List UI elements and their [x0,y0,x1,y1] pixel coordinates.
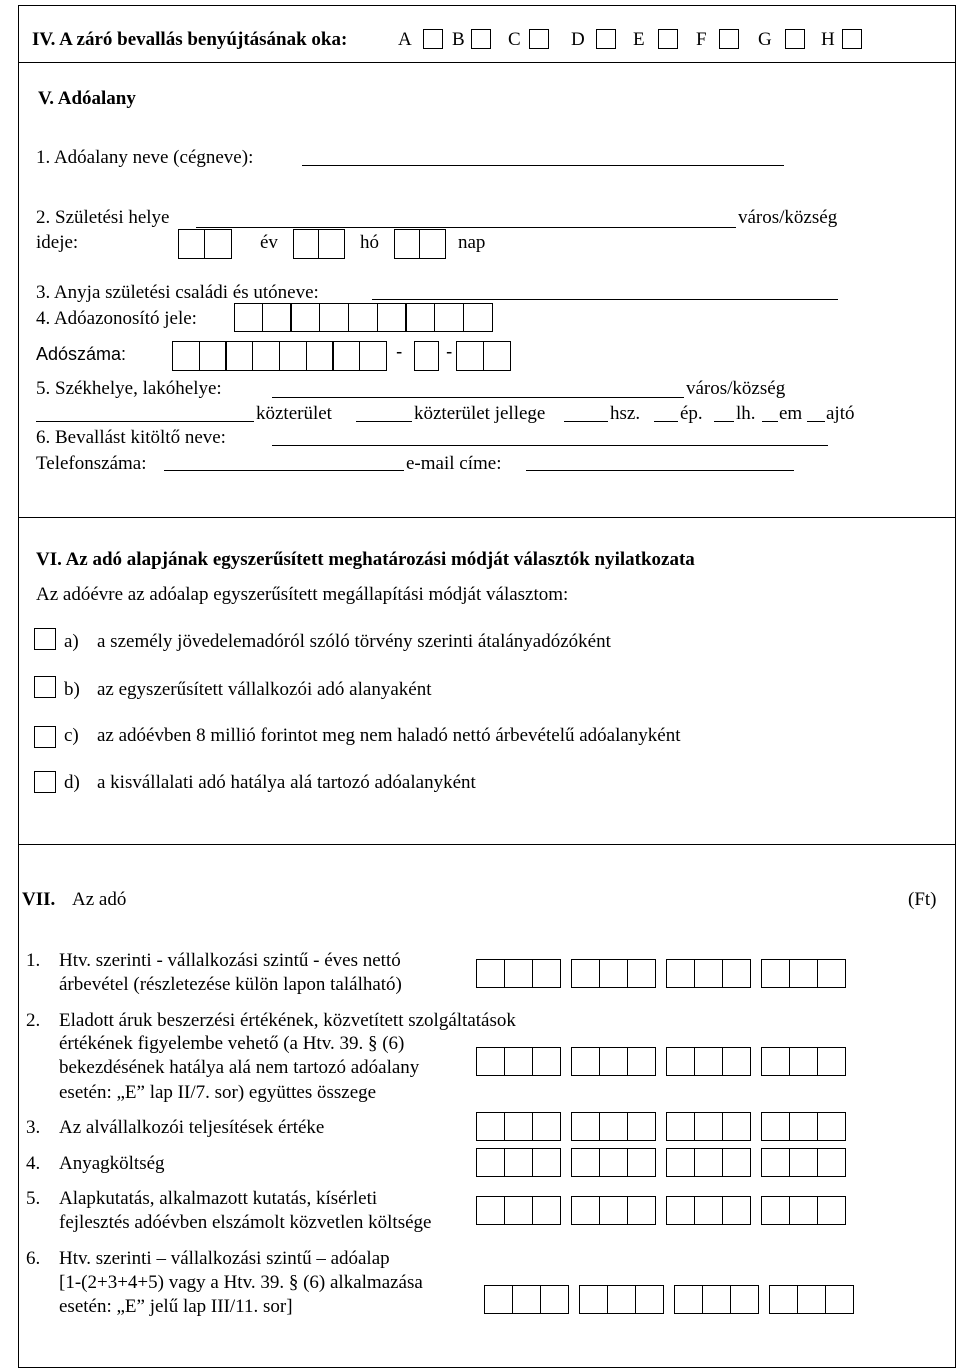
amount-digit-box[interactable] [476,959,505,988]
amount-digit-box[interactable] [666,1047,695,1076]
item-2-line-4: esetén: „E” lap II/7. sor) együttes összege [59,1082,377,1103]
amount-digit-box[interactable] [825,1285,854,1314]
ho-label: hó [360,232,379,253]
item2-suffix: város/község [738,207,838,228]
amount-digit-box[interactable] [571,1196,600,1225]
option-label-c: C [508,29,521,50]
section-vii-number: VII. [22,889,56,910]
option-checkbox-e[interactable] [658,29,678,49]
amount-digit-box[interactable] [532,959,561,988]
amount-digit-box[interactable] [722,1047,751,1076]
hsz-label: hsz. [610,403,641,424]
unit-label: (Ft) [908,889,937,910]
amount-digit-box[interactable] [761,1112,790,1141]
amount-digit-box[interactable] [504,1112,533,1141]
item-6-number: 6. [26,1248,41,1269]
section-vii-title: Az adó [72,889,127,910]
name-field[interactable] [302,165,784,166]
item-6-line-3: esetén: „E” jelű lap III/11. sor] [59,1296,293,1317]
amount-digit-box[interactable] [722,959,751,988]
option-checkbox-h[interactable] [842,29,862,49]
item5-label: 5. Székhelye, lakóhelye: [36,378,222,399]
option-label-b: B [452,29,465,50]
telefon-label: Telefonszáma: [36,453,147,474]
amount-digit-box[interactable] [817,1196,846,1225]
amount-digit-box[interactable] [504,959,533,988]
amount-digit-box[interactable] [666,959,695,988]
item2-label: 2. Születési helye [36,207,170,228]
item-3-number: 3. [26,1117,41,1138]
amount-digit-box[interactable] [666,1112,695,1141]
amount-digit-box[interactable] [761,1148,790,1177]
option-a-checkbox[interactable] [34,628,56,650]
amount-digit-box[interactable] [571,1112,600,1141]
amount-digit-box[interactable] [512,1285,541,1314]
amount-digit-box[interactable] [769,1285,798,1314]
option-d-text: a kisvállalati adó hatálya alá tartozó adóalanyként [97,772,476,793]
nap-label: nap [458,232,486,253]
item-1-number: 1. [26,950,41,971]
item-3-line-1: Az alvállalkozói teljesítések értéke [59,1117,325,1138]
amount-digit-box[interactable] [476,1112,505,1141]
ep-label: ép. [680,403,703,424]
section-vi-intro: Az adóévre az adóalap egyszerűsített megállapítási módját választom: [36,584,569,605]
floor-field[interactable] [762,421,778,422]
amount-digit-box[interactable] [627,1112,656,1141]
amount-digit-box[interactable] [635,1285,664,1314]
tax-id-boxes[interactable] [234,303,493,332]
adoszama-label: Adószáma: [36,344,127,364]
amount-digit-box[interactable] [571,1148,600,1177]
amount-digit-box[interactable] [532,1112,561,1141]
amount-digit-box[interactable] [722,1196,751,1225]
amount-digit-box[interactable] [789,959,818,988]
item-2-line-2: értékének figyelembe vehető (a Htv. 39. § (6) [59,1033,405,1054]
amount-digit-box[interactable] [599,1196,628,1225]
amount-digit-box[interactable] [789,1148,818,1177]
option-c-checkbox[interactable] [34,726,56,748]
tax-number-box-2[interactable] [414,341,439,371]
amount-digit-box[interactable] [571,959,600,988]
lh-label: lh. [736,403,756,424]
option-label-g: G [758,29,772,50]
item6-label: 6. Bevallást kitöltő neve: [36,427,226,448]
amount-digit-box[interactable] [504,1196,533,1225]
option-checkbox-g[interactable] [785,29,805,49]
amount-digit-box[interactable] [599,1148,628,1177]
option-a-text: a személy jövedelemadóról szóló törvény szerinti átalányadózóként [97,631,611,652]
option-checkbox-f[interactable] [719,29,739,49]
amount-digit-box[interactable] [702,1285,731,1314]
option-a-letter: a) [64,631,79,652]
option-b-letter: b) [64,679,80,700]
amount-digit-box[interactable] [817,1047,846,1076]
section-v-title: V. Adóalany [38,88,136,109]
staircase-field[interactable] [714,421,734,422]
option-b-checkbox[interactable] [34,676,56,698]
item-5-line-1: Alapkutatás, alkalmazott kutatás, kísérleti [59,1188,378,1209]
amount-digit-box[interactable] [761,1196,790,1225]
item-5-number: 5. [26,1188,41,1209]
amount-digit-box[interactable] [540,1285,569,1314]
dash-2: - [446,342,453,363]
amount-digit-box[interactable] [532,1148,561,1177]
amount-digit-box[interactable] [666,1196,695,1225]
amount-digit-box[interactable] [484,1285,513,1314]
item1-label: 1. Adóalany neve (cégneve): [36,147,254,168]
amount-digit-box[interactable] [476,1047,505,1076]
filler-name-field[interactable] [272,445,828,446]
item5-suffix: város/község [686,378,786,399]
amount-digit-box[interactable] [571,1047,600,1076]
house-number-field[interactable] [564,421,608,422]
amount-digit-box[interactable] [817,1112,846,1141]
em-label: em [779,403,803,424]
item-1-line-2: árbevétel (részletezése külön lapon található) [59,974,402,995]
amount-digit-box[interactable] [694,1047,723,1076]
item-4-number: 4. [26,1153,41,1174]
amount-digit-box[interactable] [674,1285,703,1314]
item-6-line-1: Htv. szerinti – vállalkozási szintű – adóalap [59,1248,390,1269]
amount-digit-box[interactable] [599,1112,628,1141]
amount-digit-box[interactable] [694,959,723,988]
amount-digit-box[interactable] [761,959,790,988]
birth-month-boxes[interactable] [293,229,345,259]
option-d-checkbox[interactable] [34,771,56,793]
amount-digit-box[interactable] [599,959,628,988]
section-iv-title: IV. A záró bevallás benyújtásának oka: [32,29,348,50]
amount-digit-box[interactable] [722,1148,751,1177]
item-2-number: 2. [26,1010,41,1031]
amount-digit-box[interactable] [817,1148,846,1177]
amount-digit-box[interactable] [694,1196,723,1225]
amount-digit-box[interactable] [722,1112,751,1141]
street-type-field[interactable] [356,421,412,422]
item-1-line-1: Htv. szerinti - vállalkozási szintű - éves nettó [59,950,401,971]
ideje-label: ideje: [36,232,79,253]
amount-digit-box[interactable] [694,1112,723,1141]
door-field[interactable] [807,421,825,422]
kozterulet-jellege-label: közterület jellege [414,403,546,424]
option-checkbox-d[interactable] [596,29,616,49]
amount-digit-box[interactable] [817,959,846,988]
amount-digit-box[interactable] [789,1112,818,1141]
item-2-line-1: Eladott áruk beszerzési értékének, közvetített szolgáltatások [59,1010,516,1031]
option-checkbox-b[interactable] [471,29,491,49]
amount-digit-box[interactable] [532,1196,561,1225]
seat-city-field[interactable] [272,397,684,398]
tax-number-boxes-1[interactable] [172,341,387,371]
amount-digit-box[interactable] [607,1285,636,1314]
item3-label: 3. Anyja születési családi és utóneve: [36,282,319,303]
mother-name-field[interactable] [372,299,838,300]
amount-digit-box[interactable] [666,1148,695,1177]
birthplace-field[interactable] [196,227,736,228]
kozterulet-label: közterület [256,403,332,424]
item-4-line-1: Anyagköltség [59,1153,165,1174]
amount-digit-box[interactable] [579,1285,608,1314]
amount-digit-box[interactable] [476,1196,505,1225]
option-c-text: az adóévben 8 millió forintot meg nem haladó nettó árbevételű adóalanyként [97,725,681,746]
option-label-a: A [398,29,412,50]
email-label: e-mail címe: [406,453,502,474]
amount-digit-box[interactable] [627,1148,656,1177]
amount-digit-box[interactable] [532,1047,561,1076]
amount-digit-box[interactable] [627,1047,656,1076]
amount-digit-box[interactable] [730,1285,759,1314]
option-d-letter: d) [64,772,80,793]
phone-field[interactable] [164,470,404,471]
option-checkbox-a[interactable] [423,29,443,49]
option-c-letter: c) [64,725,79,746]
amount-digit-box[interactable] [797,1285,826,1314]
amount-digit-box[interactable] [504,1047,533,1076]
item4-label: 4. Adóazonosító jele: [36,308,197,329]
item-6-line-2: [1-(2+3+4+5) vagy a Htv. 39. § (6) alkalmazása [59,1272,423,1293]
amount-digit-box[interactable] [694,1148,723,1177]
amount-digit-box[interactable] [599,1047,628,1076]
amount-digit-box[interactable] [789,1196,818,1225]
amount-digit-box[interactable] [476,1148,505,1177]
amount-digit-box[interactable] [789,1047,818,1076]
amount-digit-box[interactable] [627,959,656,988]
street-field[interactable] [36,421,254,422]
amount-digit-box[interactable] [504,1148,533,1177]
ajto-label: ajtó [826,403,855,424]
ev-label: év [260,232,278,253]
item-2-line-3: bekezdésének hatálya alá nem tartozó adóalany [59,1057,420,1078]
birth-day-boxes[interactable] [394,229,446,259]
tax-number-boxes-3[interactable] [456,341,511,371]
option-label-d: D [571,29,585,50]
amount-digit-box[interactable] [627,1196,656,1225]
building-field[interactable] [654,421,678,422]
option-label-e: E [633,29,645,50]
option-checkbox-c[interactable] [529,29,549,49]
email-field[interactable] [526,470,794,471]
birth-year-boxes[interactable] [178,229,232,259]
dash-1: - [396,342,403,363]
item-5-line-2: fejlesztés adóévben elszámolt közvetlen költsége [59,1212,432,1233]
option-label-h: H [821,29,835,50]
option-label-f: F [696,29,707,50]
option-b-text: az egyszerűsített vállalkozói adó alanyaként [97,679,432,700]
amount-digit-box[interactable] [761,1047,790,1076]
section-vi-title: VI. Az adó alapjának egyszerűsített meghatározási módját választók nyilatkozata [36,549,695,570]
